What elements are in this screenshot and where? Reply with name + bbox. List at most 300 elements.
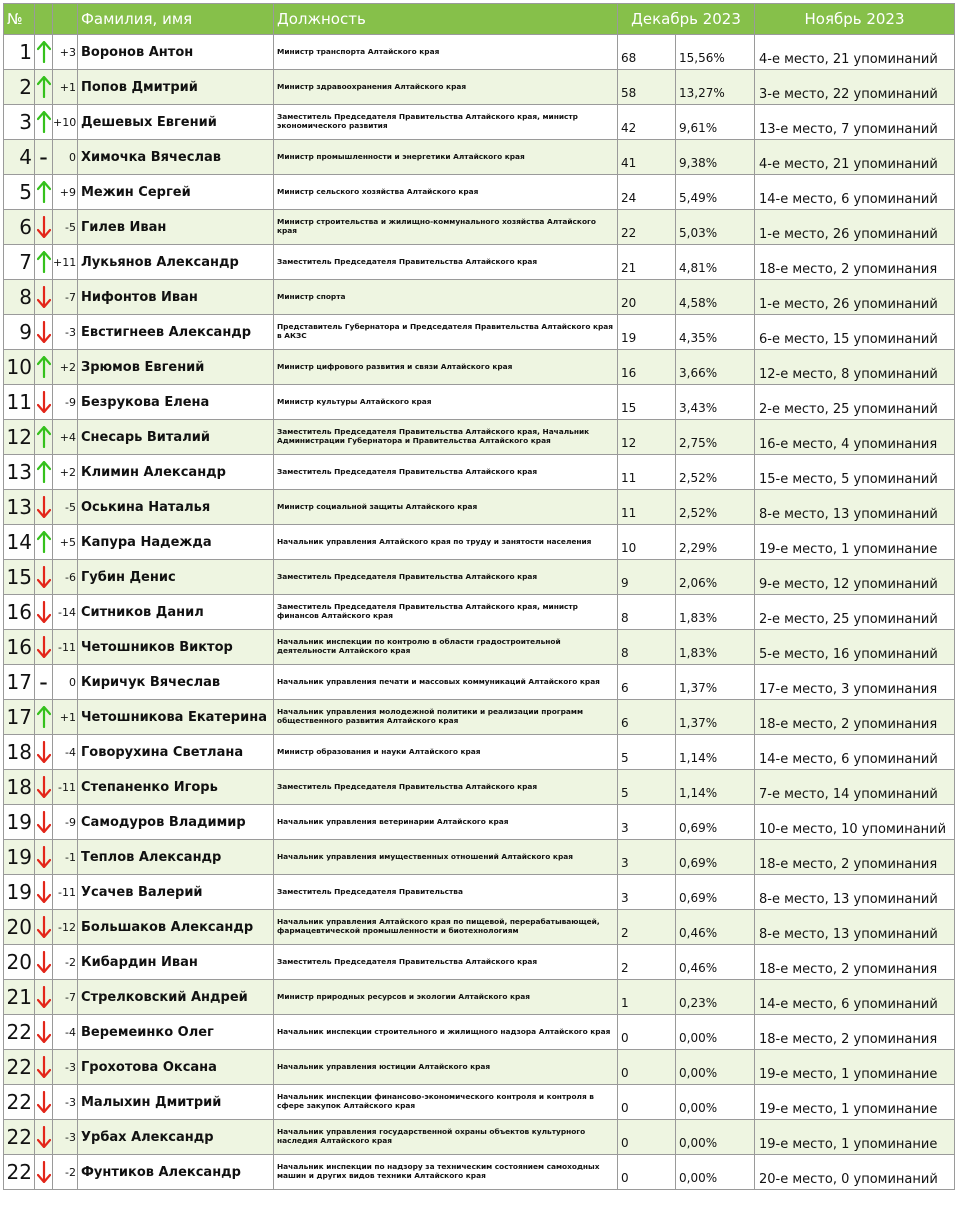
nov-cell: 10-е место, 10 упоминаний bbox=[755, 805, 955, 840]
dec-count-cell: 12 bbox=[618, 420, 676, 455]
position-cell: Министр культуры Алтайского края bbox=[274, 385, 618, 420]
rank-cell: 3 bbox=[4, 105, 35, 140]
rank-cell: 16 bbox=[4, 630, 35, 665]
nov-cell: 7-е место, 14 упоминаний bbox=[755, 770, 955, 805]
name-cell: Четошникова Екатерина bbox=[78, 700, 274, 735]
dec-percent-cell: 3,66% bbox=[676, 350, 755, 385]
dec-count-cell: 22 bbox=[618, 210, 676, 245]
nov-cell: 1-е место, 26 упоминаний bbox=[755, 280, 955, 315]
arrow-down-icon bbox=[35, 595, 53, 630]
name-cell: Кибардин Иван bbox=[78, 945, 274, 980]
table-row bbox=[4, 945, 955, 980]
dec-percent-cell: 4,58% bbox=[676, 280, 755, 315]
change-cell: -3 bbox=[53, 315, 78, 350]
table-row bbox=[4, 875, 955, 910]
header-num: № bbox=[4, 4, 35, 35]
position-cell: Заместитель Председателя Правительства Алтайского края bbox=[274, 455, 618, 490]
dash-icon: – bbox=[35, 140, 53, 175]
change-cell: +9 bbox=[53, 175, 78, 210]
table-row bbox=[4, 70, 955, 105]
dec-percent-cell: 9,38% bbox=[676, 140, 755, 175]
dec-percent-cell: 1,37% bbox=[676, 665, 755, 700]
arrow-down-icon bbox=[35, 1085, 53, 1120]
position-cell: Заместитель Председателя Правительства Алтайского края bbox=[274, 945, 618, 980]
header-december: Декабрь 2023 bbox=[618, 4, 755, 35]
nov-cell: 18-е место, 2 упоминания bbox=[755, 840, 955, 875]
arrow-down-icon bbox=[35, 210, 53, 245]
dec-percent-cell: 0,69% bbox=[676, 875, 755, 910]
rank-cell: 1 bbox=[4, 35, 35, 70]
name-cell: Грохотова Оксана bbox=[78, 1050, 274, 1085]
change-cell: -2 bbox=[53, 1155, 78, 1190]
dec-count-cell: 16 bbox=[618, 350, 676, 385]
nov-cell: 16-е место, 4 упоминания bbox=[755, 420, 955, 455]
name-cell: Губин Денис bbox=[78, 560, 274, 595]
arrow-up-icon bbox=[35, 700, 53, 735]
change-cell: -11 bbox=[53, 770, 78, 805]
change-cell: -1 bbox=[53, 840, 78, 875]
nov-cell: 14-е место, 6 упоминаний bbox=[755, 980, 955, 1015]
change-cell: -3 bbox=[53, 1050, 78, 1085]
nov-cell: 17-е место, 3 упоминания bbox=[755, 665, 955, 700]
change-cell: +1 bbox=[53, 70, 78, 105]
name-cell: Веремеинко Олег bbox=[78, 1015, 274, 1050]
nov-cell: 18-е место, 2 упоминания bbox=[755, 245, 955, 280]
rank-cell: 22 bbox=[4, 1015, 35, 1050]
change-cell: -3 bbox=[53, 1120, 78, 1155]
table-row bbox=[4, 245, 955, 280]
arrow-up-icon bbox=[35, 350, 53, 385]
table-row bbox=[4, 420, 955, 455]
rank-cell: 6 bbox=[4, 210, 35, 245]
rank-cell: 16 bbox=[4, 595, 35, 630]
rank-cell: 2 bbox=[4, 70, 35, 105]
change-cell: 0 bbox=[53, 665, 78, 700]
arrow-down-icon bbox=[35, 315, 53, 350]
dec-count-cell: 2 bbox=[618, 910, 676, 945]
position-cell: Министр здравоохранения Алтайского края bbox=[274, 70, 618, 105]
arrow-up-icon bbox=[35, 35, 53, 70]
position-cell: Заместитель Председателя Правительства Алтайского края, министр финансов Алтайского края bbox=[274, 595, 618, 630]
dec-percent-cell: 0,00% bbox=[676, 1015, 755, 1050]
dec-count-cell: 0 bbox=[618, 1050, 676, 1085]
dec-percent-cell: 0,69% bbox=[676, 840, 755, 875]
rank-cell: 18 bbox=[4, 770, 35, 805]
rank-cell: 17 bbox=[4, 665, 35, 700]
dec-percent-cell: 0,23% bbox=[676, 980, 755, 1015]
nov-cell: 4-е место, 21 упоминаний bbox=[755, 35, 955, 70]
dec-percent-cell: 1,14% bbox=[676, 735, 755, 770]
rank-cell: 17 bbox=[4, 700, 35, 735]
position-cell: Начальник управления Алтайского края по пищевой, перерабатывающей, фармацевтической промышленности и биотехнологиям bbox=[274, 910, 618, 945]
table-row bbox=[4, 1085, 955, 1120]
change-cell: +2 bbox=[53, 350, 78, 385]
arrow-down-icon bbox=[35, 805, 53, 840]
position-cell: Министр социальной защиты Алтайского края bbox=[274, 490, 618, 525]
dec-count-cell: 8 bbox=[618, 595, 676, 630]
arrow-up-icon bbox=[35, 70, 53, 105]
nov-cell: 19-е место, 1 упоминание bbox=[755, 1085, 955, 1120]
dec-percent-cell: 2,52% bbox=[676, 455, 755, 490]
table-row bbox=[4, 280, 955, 315]
rank-cell: 15 bbox=[4, 560, 35, 595]
name-cell: Ситников Данил bbox=[78, 595, 274, 630]
table-row bbox=[4, 665, 955, 700]
dec-count-cell: 0 bbox=[618, 1015, 676, 1050]
dec-percent-cell: 3,43% bbox=[676, 385, 755, 420]
dec-percent-cell: 1,83% bbox=[676, 630, 755, 665]
header-november: Ноябрь 2023 bbox=[755, 4, 955, 35]
rank-cell: 14 bbox=[4, 525, 35, 560]
rank-cell: 8 bbox=[4, 280, 35, 315]
dec-count-cell: 11 bbox=[618, 490, 676, 525]
header-position: Должность bbox=[274, 4, 618, 35]
change-cell: -5 bbox=[53, 490, 78, 525]
dec-count-cell: 3 bbox=[618, 840, 676, 875]
name-cell: Говорухина Светлана bbox=[78, 735, 274, 770]
arrow-down-icon bbox=[35, 1050, 53, 1085]
table-row bbox=[4, 1015, 955, 1050]
position-cell: Министр промышленности и энергетики Алтайского края bbox=[274, 140, 618, 175]
position-cell: Министр строительства и жилищно-коммунального хозяйства Алтайского края bbox=[274, 210, 618, 245]
table-row bbox=[4, 630, 955, 665]
rank-cell: 12 bbox=[4, 420, 35, 455]
dec-percent-cell: 5,03% bbox=[676, 210, 755, 245]
name-cell: Межин Сергей bbox=[78, 175, 274, 210]
name-cell: Безрукова Елена bbox=[78, 385, 274, 420]
dec-percent-cell: 5,49% bbox=[676, 175, 755, 210]
rank-cell: 9 bbox=[4, 315, 35, 350]
dec-count-cell: 19 bbox=[618, 315, 676, 350]
table-row bbox=[4, 35, 955, 70]
nov-cell: 13-е место, 7 упоминаний bbox=[755, 105, 955, 140]
position-cell: Начальник управления юстиции Алтайского края bbox=[274, 1050, 618, 1085]
dec-percent-cell: 0,00% bbox=[676, 1120, 755, 1155]
arrow-down-icon bbox=[35, 945, 53, 980]
name-cell: Зрюмов Евгений bbox=[78, 350, 274, 385]
rank-cell: 10 bbox=[4, 350, 35, 385]
dec-count-cell: 0 bbox=[618, 1155, 676, 1190]
change-cell: +10 bbox=[53, 105, 78, 140]
arrow-down-icon bbox=[35, 735, 53, 770]
nov-cell: 20-е место, 0 упоминаний bbox=[755, 1155, 955, 1190]
name-cell: Малыхин Дмитрий bbox=[78, 1085, 274, 1120]
rank-cell: 22 bbox=[4, 1050, 35, 1085]
nov-cell: 2-е место, 25 упоминаний bbox=[755, 385, 955, 420]
nov-cell: 15-е место, 5 упоминаний bbox=[755, 455, 955, 490]
arrow-up-icon bbox=[35, 420, 53, 455]
table-row bbox=[4, 595, 955, 630]
position-cell: Заместитель Председателя Правительства bbox=[274, 875, 618, 910]
position-cell: Представитель Губернатора и Председателя Правительства Алтайского края в АКЗС bbox=[274, 315, 618, 350]
change-cell: -5 bbox=[53, 210, 78, 245]
change-cell: -11 bbox=[53, 630, 78, 665]
change-cell: +1 bbox=[53, 700, 78, 735]
table-row bbox=[4, 805, 955, 840]
table-row bbox=[4, 770, 955, 805]
rank-cell: 5 bbox=[4, 175, 35, 210]
position-cell: Министр образования и науки Алтайского края bbox=[274, 735, 618, 770]
dec-percent-cell: 4,81% bbox=[676, 245, 755, 280]
position-cell: Начальник управления имущественных отношений Алтайского края bbox=[274, 840, 618, 875]
position-cell: Министр сельского хозяйства Алтайского края bbox=[274, 175, 618, 210]
dec-count-cell: 0 bbox=[618, 1085, 676, 1120]
nov-cell: 14-е место, 6 упоминаний bbox=[755, 735, 955, 770]
arrow-up-icon bbox=[35, 245, 53, 280]
ranking-table bbox=[3, 3, 955, 1190]
nov-cell: 8-е место, 13 упоминаний bbox=[755, 875, 955, 910]
position-cell: Заместитель Председателя Правительства Алтайского края, министр экономического развития bbox=[274, 105, 618, 140]
name-cell: Евстигнеев Александр bbox=[78, 315, 274, 350]
arrow-up-icon bbox=[35, 525, 53, 560]
table-header bbox=[4, 4, 955, 35]
table-row bbox=[4, 980, 955, 1015]
dec-count-cell: 9 bbox=[618, 560, 676, 595]
rank-cell: 13 bbox=[4, 490, 35, 525]
dec-count-cell: 11 bbox=[618, 455, 676, 490]
change-cell: -6 bbox=[53, 560, 78, 595]
dec-count-cell: 3 bbox=[618, 875, 676, 910]
table-row bbox=[4, 385, 955, 420]
position-cell: Начальник управления Алтайского края по труду и занятости населения bbox=[274, 525, 618, 560]
name-cell: Урбах Александр bbox=[78, 1120, 274, 1155]
name-cell: Оськина Наталья bbox=[78, 490, 274, 525]
dec-percent-cell: 15,56% bbox=[676, 35, 755, 70]
arrow-up-icon bbox=[35, 175, 53, 210]
nov-cell: 19-е место, 1 упоминание bbox=[755, 1120, 955, 1155]
dash-icon: – bbox=[35, 665, 53, 700]
arrow-down-icon bbox=[35, 1015, 53, 1050]
dec-count-cell: 41 bbox=[618, 140, 676, 175]
position-cell: Начальник управления молодежной политики и реализации программ общественного развития Алтайского края bbox=[274, 700, 618, 735]
dec-percent-cell: 9,61% bbox=[676, 105, 755, 140]
position-cell: Заместитель Председателя Правительства Алтайского края bbox=[274, 770, 618, 805]
position-cell: Начальник инспекции финансово-экономического контроля и контроля в сфере закупок Алтайского края bbox=[274, 1085, 618, 1120]
dec-count-cell: 6 bbox=[618, 700, 676, 735]
dec-percent-cell: 0,00% bbox=[676, 1085, 755, 1120]
rank-cell: 13 bbox=[4, 455, 35, 490]
dec-count-cell: 68 bbox=[618, 35, 676, 70]
dec-percent-cell: 2,75% bbox=[676, 420, 755, 455]
arrow-down-icon bbox=[35, 910, 53, 945]
dec-count-cell: 5 bbox=[618, 770, 676, 805]
table-row bbox=[4, 350, 955, 385]
position-cell: Министр цифрового развития и связи Алтайского края bbox=[274, 350, 618, 385]
rank-cell: 19 bbox=[4, 840, 35, 875]
name-cell: Степаненко Игорь bbox=[78, 770, 274, 805]
nov-cell: 3-е место, 22 упоминаний bbox=[755, 70, 955, 105]
name-cell: Нифонтов Иван bbox=[78, 280, 274, 315]
arrow-down-icon bbox=[35, 840, 53, 875]
dec-percent-cell: 1,37% bbox=[676, 700, 755, 735]
rank-cell: 20 bbox=[4, 945, 35, 980]
name-cell: Большаков Александр bbox=[78, 910, 274, 945]
dec-count-cell: 58 bbox=[618, 70, 676, 105]
arrow-down-icon bbox=[35, 1155, 53, 1190]
arrow-down-icon bbox=[35, 1120, 53, 1155]
rank-cell: 19 bbox=[4, 875, 35, 910]
name-cell: Климин Александр bbox=[78, 455, 274, 490]
name-cell: Гилев Иван bbox=[78, 210, 274, 245]
nov-cell: 18-е место, 2 упоминания bbox=[755, 700, 955, 735]
name-cell: Самодуров Владимир bbox=[78, 805, 274, 840]
dec-count-cell: 10 bbox=[618, 525, 676, 560]
position-cell: Заместитель Председателя Правительства Алтайского края, Начальник Администрации Губернатора и Правительства Алтайского края bbox=[274, 420, 618, 455]
table-row bbox=[4, 490, 955, 525]
rank-cell: 22 bbox=[4, 1155, 35, 1190]
table-row bbox=[4, 1120, 955, 1155]
name-cell: Фунтиков Александр bbox=[78, 1155, 274, 1190]
arrow-down-icon bbox=[35, 630, 53, 665]
change-cell: -3 bbox=[53, 1085, 78, 1120]
nov-cell: 4-е место, 21 упоминаний bbox=[755, 140, 955, 175]
name-cell: Химочка Вячеслав bbox=[78, 140, 274, 175]
change-cell: -9 bbox=[53, 385, 78, 420]
dec-percent-cell: 4,35% bbox=[676, 315, 755, 350]
table-row bbox=[4, 140, 955, 175]
dec-percent-cell: 1,83% bbox=[676, 595, 755, 630]
arrow-up-icon bbox=[35, 455, 53, 490]
rank-cell: 19 bbox=[4, 805, 35, 840]
position-cell: Начальник управления ветеринарии Алтайского края bbox=[274, 805, 618, 840]
nov-cell: 2-е место, 25 упоминаний bbox=[755, 595, 955, 630]
name-cell: Снесарь Виталий bbox=[78, 420, 274, 455]
position-cell: Заместитель Председателя Правительства Алтайского края bbox=[274, 560, 618, 595]
change-cell: -4 bbox=[53, 1015, 78, 1050]
change-cell: +5 bbox=[53, 525, 78, 560]
dec-percent-cell: 2,52% bbox=[676, 490, 755, 525]
dec-percent-cell: 2,06% bbox=[676, 560, 755, 595]
table-row bbox=[4, 700, 955, 735]
arrow-down-icon bbox=[35, 770, 53, 805]
dec-percent-cell: 0,46% bbox=[676, 910, 755, 945]
arrow-down-icon bbox=[35, 560, 53, 595]
dec-count-cell: 6 bbox=[618, 665, 676, 700]
nov-cell: 18-е место, 2 упоминания bbox=[755, 945, 955, 980]
name-cell: Усачев Валерий bbox=[78, 875, 274, 910]
change-cell: -2 bbox=[53, 945, 78, 980]
name-cell: Четошников Виктор bbox=[78, 630, 274, 665]
dec-percent-cell: 0,00% bbox=[676, 1050, 755, 1085]
dec-count-cell: 21 bbox=[618, 245, 676, 280]
rank-cell: 7 bbox=[4, 245, 35, 280]
header-arrow bbox=[35, 4, 53, 35]
change-cell: -11 bbox=[53, 875, 78, 910]
arrow-down-icon bbox=[35, 280, 53, 315]
table-row bbox=[4, 315, 955, 350]
position-cell: Начальник инспекции по контролю в области градостроительной деятельности Алтайского края bbox=[274, 630, 618, 665]
nov-cell: 18-е место, 2 упоминания bbox=[755, 1015, 955, 1050]
nov-cell: 14-е место, 6 упоминаний bbox=[755, 175, 955, 210]
change-cell: 0 bbox=[53, 140, 78, 175]
change-cell: -12 bbox=[53, 910, 78, 945]
rank-cell: 22 bbox=[4, 1120, 35, 1155]
table-row bbox=[4, 210, 955, 245]
table-row bbox=[4, 1155, 955, 1190]
dec-percent-cell: 0,00% bbox=[676, 1155, 755, 1190]
dec-percent-cell: 13,27% bbox=[676, 70, 755, 105]
position-cell: Начальник управления печати и массовых коммуникаций Алтайского края bbox=[274, 665, 618, 700]
nov-cell: 1-е место, 26 упоминаний bbox=[755, 210, 955, 245]
change-cell: +2 bbox=[53, 455, 78, 490]
header-change bbox=[53, 4, 78, 35]
position-cell: Министр транспорта Алтайского края bbox=[274, 35, 618, 70]
dec-count-cell: 3 bbox=[618, 805, 676, 840]
change-cell: -9 bbox=[53, 805, 78, 840]
arrow-down-icon bbox=[35, 490, 53, 525]
dec-count-cell: 1 bbox=[618, 980, 676, 1015]
position-cell: Министр природных ресурсов и экологии Алтайского края bbox=[274, 980, 618, 1015]
table-row bbox=[4, 560, 955, 595]
dec-count-cell: 24 bbox=[618, 175, 676, 210]
nov-cell: 12-е место, 8 упоминаний bbox=[755, 350, 955, 385]
change-cell: +3 bbox=[53, 35, 78, 70]
arrow-down-icon bbox=[35, 980, 53, 1015]
table-row bbox=[4, 525, 955, 560]
dec-count-cell: 15 bbox=[618, 385, 676, 420]
dec-percent-cell: 0,69% bbox=[676, 805, 755, 840]
rank-cell: 20 bbox=[4, 910, 35, 945]
position-cell: Начальник инспекции по надзору за техническим состоянием самоходных машин и других видов техники Алтайского края bbox=[274, 1155, 618, 1190]
nov-cell: 8-е место, 13 упоминаний bbox=[755, 910, 955, 945]
dec-count-cell: 2 bbox=[618, 945, 676, 980]
change-cell: -7 bbox=[53, 980, 78, 1015]
dec-count-cell: 5 bbox=[618, 735, 676, 770]
change-cell: -4 bbox=[53, 735, 78, 770]
dec-count-cell: 0 bbox=[618, 1120, 676, 1155]
change-cell: -14 bbox=[53, 595, 78, 630]
dec-count-cell: 20 bbox=[618, 280, 676, 315]
name-cell: Стрелковский Андрей bbox=[78, 980, 274, 1015]
table-row bbox=[4, 1050, 955, 1085]
nov-cell: 5-е место, 16 упоминаний bbox=[755, 630, 955, 665]
rank-cell: 18 bbox=[4, 735, 35, 770]
name-cell: Воронов Антон bbox=[78, 35, 274, 70]
nov-cell: 8-е место, 13 упоминаний bbox=[755, 490, 955, 525]
dec-percent-cell: 1,14% bbox=[676, 770, 755, 805]
table-row bbox=[4, 840, 955, 875]
rank-cell: 11 bbox=[4, 385, 35, 420]
position-cell: Заместитель Председателя Правительства Алтайского края bbox=[274, 245, 618, 280]
table-row bbox=[4, 455, 955, 490]
dec-count-cell: 42 bbox=[618, 105, 676, 140]
dec-count-cell: 8 bbox=[618, 630, 676, 665]
nov-cell: 6-е место, 15 упоминаний bbox=[755, 315, 955, 350]
name-cell: Попов Дмитрий bbox=[78, 70, 274, 105]
nov-cell: 19-е место, 1 упоминание bbox=[755, 525, 955, 560]
name-cell: Киричук Вячеслав bbox=[78, 665, 274, 700]
rank-cell: 21 bbox=[4, 980, 35, 1015]
table-body bbox=[4, 35, 955, 1190]
nov-cell: 19-е место, 1 упоминание bbox=[755, 1050, 955, 1085]
table-row bbox=[4, 735, 955, 770]
name-cell: Капура Надежда bbox=[78, 525, 274, 560]
position-cell: Начальник управления государственной охраны объектов культурного наследия Алтайского края bbox=[274, 1120, 618, 1155]
rank-cell: 4 bbox=[4, 140, 35, 175]
change-cell: -7 bbox=[53, 280, 78, 315]
dec-percent-cell: 2,29% bbox=[676, 525, 755, 560]
name-cell: Теплов Александр bbox=[78, 840, 274, 875]
dec-percent-cell: 0,46% bbox=[676, 945, 755, 980]
table-row bbox=[4, 910, 955, 945]
change-cell: +4 bbox=[53, 420, 78, 455]
table-row bbox=[4, 105, 955, 140]
position-cell: Начальник инспекции строительного и жилищного надзора Алтайского края bbox=[274, 1015, 618, 1050]
change-cell: +11 bbox=[53, 245, 78, 280]
arrow-down-icon bbox=[35, 385, 53, 420]
arrow-up-icon bbox=[35, 105, 53, 140]
position-cell: Министр спорта bbox=[274, 280, 618, 315]
